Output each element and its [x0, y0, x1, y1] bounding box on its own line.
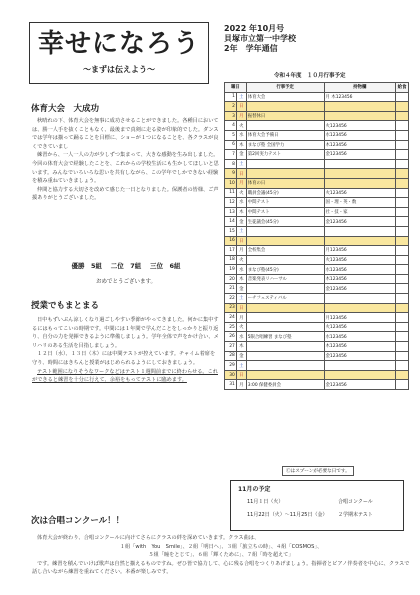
- header-lunch: 給食: [396, 83, 409, 93]
- sports-paragraph: 練習から、一人一人の力が少しずつ集まって、大きな感動を生み出しました。今回の体育大会で経験したことを、これからの学校生活にも生かしてほしいと思います。みんなでいろいろな思いを共有しながら、この学年でしかできない経験を積み重ねていきましょう。: [32, 152, 219, 185]
- chorus-body: [32, 534, 410, 577]
- sports-body: [32, 117, 220, 203]
- chorus-heading: 次は合唱コンクール！！: [31, 516, 125, 526]
- items-cell: [324, 303, 396, 313]
- schedule-row: [225, 236, 409, 246]
- day-of-week: 月: [236, 246, 246, 256]
- lunch-cell: [396, 92, 409, 102]
- november-date: 11月１日（火）: [247, 499, 284, 505]
- november-schedule-box: [230, 480, 404, 531]
- lunch-cell: [396, 150, 409, 160]
- items-cell: 金123456: [324, 284, 396, 294]
- event-cell: [246, 169, 324, 179]
- lunch-cell: [396, 274, 409, 284]
- day-number: 30: [225, 370, 237, 380]
- day-of-week: 水: [236, 265, 246, 275]
- event-cell: 全校集会: [246, 246, 324, 256]
- items-cell: 水123456: [324, 332, 396, 342]
- lunch-cell: [396, 217, 409, 227]
- day-number: 18: [225, 255, 237, 265]
- items-cell: [324, 102, 396, 112]
- items-cell: [324, 236, 396, 246]
- items-cell: 月123456: [324, 246, 396, 256]
- event-cell: 体育大会予備日: [246, 130, 324, 140]
- day-number: 10: [225, 178, 237, 188]
- study-heading: 授業でもまとまる: [31, 301, 100, 311]
- day-of-week: 月: [236, 380, 246, 390]
- event-cell: [246, 159, 324, 169]
- sports-results: 優勝 5組 二位 7組 三位 6組: [71, 262, 181, 270]
- event-cell: ーチフェスティバル: [246, 294, 324, 304]
- day-of-week: 水: [236, 130, 246, 140]
- day-number: 23: [225, 303, 237, 313]
- schedule-row: [225, 255, 409, 265]
- items-cell: 金123456: [324, 150, 396, 160]
- event-cell: [246, 303, 324, 313]
- event-cell: 中間テスト: [246, 207, 324, 217]
- day-number: 13: [225, 207, 237, 217]
- items-cell: 火123456: [324, 121, 396, 131]
- lunch-cell: [396, 130, 409, 140]
- day-number: 19: [225, 265, 237, 275]
- items-cell: 木123456: [324, 342, 396, 352]
- sports-paragraph: 秋晴れの下、体育大会を無事に成功させることができました。各種目においては、勝一人手を抜くこともなく、最後まで真剣に走る姿が印象的でした。ダンスでは学年は揃って踊ることを目標に、ショーが１つになることを、各クラスが良くできていまし: [32, 118, 219, 150]
- schedule-row: [225, 130, 409, 140]
- newsletter-title: 幸せになろう: [37, 29, 200, 59]
- items-cell: 水123456: [324, 130, 396, 140]
- issue-date: 2022 年10月号: [224, 24, 285, 33]
- day-number: 24: [225, 313, 237, 323]
- day-of-week: 火: [236, 322, 246, 332]
- schedule-row: [225, 178, 409, 188]
- day-number: 4: [225, 121, 237, 131]
- day-of-week: 月: [236, 111, 246, 121]
- event-cell: 体育大会: [246, 92, 324, 102]
- items-cell: [324, 159, 396, 169]
- day-number: 9: [225, 169, 237, 179]
- day-number: 2: [225, 102, 237, 112]
- lunch-cell: [396, 351, 409, 361]
- day-of-week: 金: [236, 284, 246, 294]
- lunch-cell: [396, 226, 409, 236]
- items-cell: 金123456: [324, 380, 396, 390]
- schedule-row: [225, 313, 409, 323]
- lunch-cell: [396, 102, 409, 112]
- event-cell: 5限合唱練習 まなび塾: [246, 332, 324, 342]
- lunch-cell: [396, 246, 409, 256]
- day-number: 1: [225, 92, 237, 102]
- lunch-cell: [396, 198, 409, 208]
- lunch-cell: [396, 121, 409, 131]
- schedule-row: [225, 188, 409, 198]
- schedule-row: [225, 342, 409, 352]
- day-of-week: 土: [236, 226, 246, 236]
- lunch-cell: [396, 255, 409, 265]
- day-number: 11: [225, 188, 237, 198]
- study-paragraph: テスト範囲になりそうなワークなどはテスト１週間前までに終わらせる。これができると練習を十分に行えて、余裕をもってテストに臨めます。: [32, 368, 218, 384]
- event-cell: まなび塾 全国学力: [246, 140, 324, 150]
- day-of-week: 金: [236, 351, 246, 361]
- lunch-cell: [396, 380, 409, 390]
- chorus-song-list: １組「with You Smile」、２組「明日へ」、３組「旅立ちの時」、４組「COSMOS」、: [119, 543, 323, 550]
- day-number: 21: [225, 284, 237, 294]
- day-of-week: 土: [236, 361, 246, 371]
- day-number: 25: [225, 322, 237, 332]
- lunch-cell: [396, 284, 409, 294]
- items-cell: [324, 226, 396, 236]
- day-number: 3: [225, 111, 237, 121]
- items-cell: [324, 294, 396, 304]
- lunch-cell: [396, 178, 409, 188]
- day-number: 16: [225, 236, 237, 246]
- schedule-row: [225, 102, 409, 112]
- schedule-row: [225, 361, 409, 371]
- day-of-week: 木: [236, 140, 246, 150]
- title-box: [29, 22, 209, 84]
- day-number: 15: [225, 226, 237, 236]
- chorus-paragraph: 体育大会が終わり、合唱コンクールに向けてさらにクラスの絆を深めていきます。クラス曲は、: [37, 535, 260, 541]
- items-cell: 社・技・家: [324, 207, 396, 217]
- event-cell: 体育の日: [246, 178, 324, 188]
- chorus-song-list: ５組「瞳をとじて」、６組「輝くために」、７組「時を超えて」: [148, 552, 294, 559]
- event-cell: [246, 102, 324, 112]
- schedule-row: [225, 111, 409, 121]
- items-cell: [324, 370, 396, 380]
- day-number: 7: [225, 150, 237, 160]
- sports-congrats: おめでとうございます。: [95, 279, 157, 285]
- sports-heading: 体育大会 大成功: [31, 104, 100, 114]
- day-number: 8: [225, 159, 237, 169]
- items-cell: [324, 169, 396, 179]
- study-paragraph: 日中もずいぶん涼しくなり過ごしやすい季節がやってきました。何かに集中するにはもってこいの時期です。中間には１年間で学んだことをしっかりと振り返り、自分の力を発揮できるように準備しましょう。学年全体で声をかけ合い、メリハリのある生活を目指しましょう。: [32, 317, 219, 349]
- day-of-week: 土: [236, 294, 246, 304]
- schedule-row: [225, 380, 409, 390]
- day-of-week: 金: [236, 150, 246, 160]
- day-of-week: 水: [236, 332, 246, 342]
- items-cell: 金123456: [324, 351, 396, 361]
- event-cell: [246, 322, 324, 332]
- lunch-cell: [396, 313, 409, 323]
- day-of-week: 日: [236, 370, 246, 380]
- day-of-week: 土: [236, 92, 246, 102]
- event-cell: 音楽発表リハーサル: [246, 274, 324, 284]
- day-number: 12: [225, 198, 237, 208]
- day-number: 6: [225, 140, 237, 150]
- event-cell: 第2回実力テスト: [246, 150, 324, 160]
- schedule-row: [225, 159, 409, 169]
- schedule-row: [225, 217, 409, 227]
- lunch-cell: [396, 159, 409, 169]
- november-title: 11月の予定: [238, 486, 271, 493]
- items-cell: [324, 361, 396, 371]
- november-event: 合唱コンクール: [338, 499, 373, 505]
- event-cell: [246, 313, 324, 323]
- header-day: 曜日: [225, 83, 247, 93]
- schedule-row: [225, 303, 409, 313]
- schedule-row: [225, 140, 409, 150]
- schedule-row: [225, 226, 409, 236]
- november-event: ２学期末テスト: [338, 512, 373, 518]
- chorus-paragraph: です。練習を積んでいけば歌声は自然と揃えるものですね。ぜひ皆で協力して、心に残る合唱をつくりあげましょう。指揮者とピアノ伴奏者を中心に、クラスで話し合いながら練習を重ねてください。本番が楽しみです。: [32, 560, 410, 576]
- items-cell: 木123456: [324, 140, 396, 150]
- schedule-header-row: [225, 83, 409, 93]
- lunch-cell: [396, 169, 409, 179]
- event-cell: 生徒議会(45分): [246, 217, 324, 227]
- sports-paragraph: 仲間と協力する大切さを改めて感じた一日となりました。保護者の皆様、ご声援ありがとうございました。: [32, 186, 219, 202]
- day-of-week: 木: [236, 207, 246, 217]
- schedule-row: [225, 274, 409, 284]
- event-cell: [246, 370, 324, 380]
- event-cell: [246, 361, 324, 371]
- day-number: 14: [225, 217, 237, 227]
- items-cell: [324, 178, 396, 188]
- items-cell: 月123456: [324, 313, 396, 323]
- lunch-cell: [396, 111, 409, 121]
- schedule-row: [225, 169, 409, 179]
- schedule-row: [225, 265, 409, 275]
- lunch-cell: [396, 236, 409, 246]
- items-cell: 金123456: [324, 217, 396, 227]
- lunch-cell: [396, 303, 409, 313]
- items-cell: 国・理・英・数: [324, 198, 396, 208]
- items-cell: 月 木123456: [324, 92, 396, 102]
- lunch-cell: [396, 140, 409, 150]
- schedule-row: [225, 332, 409, 342]
- schedule-row: [225, 198, 409, 208]
- lunch-cell: [396, 265, 409, 275]
- lunch-cell: [396, 294, 409, 304]
- schedule-row: [225, 150, 409, 160]
- schedule-caption: 令和４年度 １０月行事予定: [274, 73, 346, 79]
- day-number: 29: [225, 361, 237, 371]
- day-of-week: 日: [236, 169, 246, 179]
- event-cell: [246, 284, 324, 294]
- lunch-cell: [396, 322, 409, 332]
- items-cell: 火123456: [324, 255, 396, 265]
- day-number: 26: [225, 332, 237, 342]
- day-number: 5: [225, 130, 237, 140]
- items-cell: [324, 111, 396, 121]
- day-of-week: 金: [236, 217, 246, 227]
- event-cell: まなび塾(45分): [246, 265, 324, 275]
- schedule-row: [225, 246, 409, 256]
- study-paragraph: １２日（水）、１３日（木）には中間テストが控えています。チャイム着席を守り、時間にはきちんと授業がはじめられるようにしておきましょう。: [32, 351, 216, 366]
- schedule-row: [225, 351, 409, 361]
- day-of-week: 火: [236, 121, 246, 131]
- day-number: 28: [225, 351, 237, 361]
- class-label: 2年 学年通信: [224, 44, 278, 53]
- schedule-row: [225, 284, 409, 294]
- day-number: 17: [225, 246, 237, 256]
- event-cell: [246, 226, 324, 236]
- event-cell: [246, 121, 324, 131]
- day-of-week: 木: [236, 274, 246, 284]
- items-cell: 火123456: [324, 188, 396, 198]
- header-event: 行事予定: [246, 83, 324, 93]
- schedule-row: [225, 121, 409, 131]
- spoon-note: Ⓒはスプーンが必要な日です。: [282, 466, 354, 476]
- items-cell: 水123456: [324, 265, 396, 275]
- day-of-week: 月: [236, 178, 246, 188]
- newsletter-subtitle: 〜まずは伝えよう〜: [83, 65, 155, 74]
- day-of-week: 月: [236, 313, 246, 323]
- lunch-cell: [396, 370, 409, 380]
- event-cell: [246, 255, 324, 265]
- school-name: 貝塚市立第一中学校: [224, 34, 296, 43]
- items-cell: 木123456: [324, 274, 396, 284]
- day-number: 22: [225, 294, 237, 304]
- day-of-week: 土: [236, 159, 246, 169]
- event-cell: [246, 342, 324, 352]
- day-number: 31: [225, 380, 237, 390]
- event-cell: [246, 351, 324, 361]
- schedule-row: [225, 370, 409, 380]
- lunch-cell: [396, 207, 409, 217]
- day-of-week: 日: [236, 303, 246, 313]
- event-cell: 3:00 保健委員会: [246, 380, 324, 390]
- schedule-row: [225, 294, 409, 304]
- schedule-row: [225, 322, 409, 332]
- event-cell: 職員会議(45分): [246, 188, 324, 198]
- day-of-week: 水: [236, 198, 246, 208]
- event-cell: 振替休日: [246, 111, 324, 121]
- event-cell: 中間テスト: [246, 198, 324, 208]
- items-cell: 火123456: [324, 322, 396, 332]
- day-of-week: 日: [236, 102, 246, 112]
- lunch-cell: [396, 361, 409, 371]
- schedule-row: [225, 92, 409, 102]
- day-of-week: 火: [236, 255, 246, 265]
- day-number: 20: [225, 274, 237, 284]
- day-of-week: 日: [236, 236, 246, 246]
- november-date: 11月22日（火）〜11月25日（金）: [247, 512, 328, 518]
- october-schedule-table: [224, 82, 409, 390]
- lunch-cell: [396, 188, 409, 198]
- schedule-row: [225, 207, 409, 217]
- day-number: 27: [225, 342, 237, 352]
- study-body: [32, 316, 220, 385]
- event-cell: [246, 236, 324, 246]
- header-items: 持物欄: [324, 83, 396, 93]
- day-of-week: 火: [236, 188, 246, 198]
- lunch-cell: [396, 342, 409, 352]
- lunch-cell: [396, 332, 409, 342]
- day-of-week: 木: [236, 342, 246, 352]
